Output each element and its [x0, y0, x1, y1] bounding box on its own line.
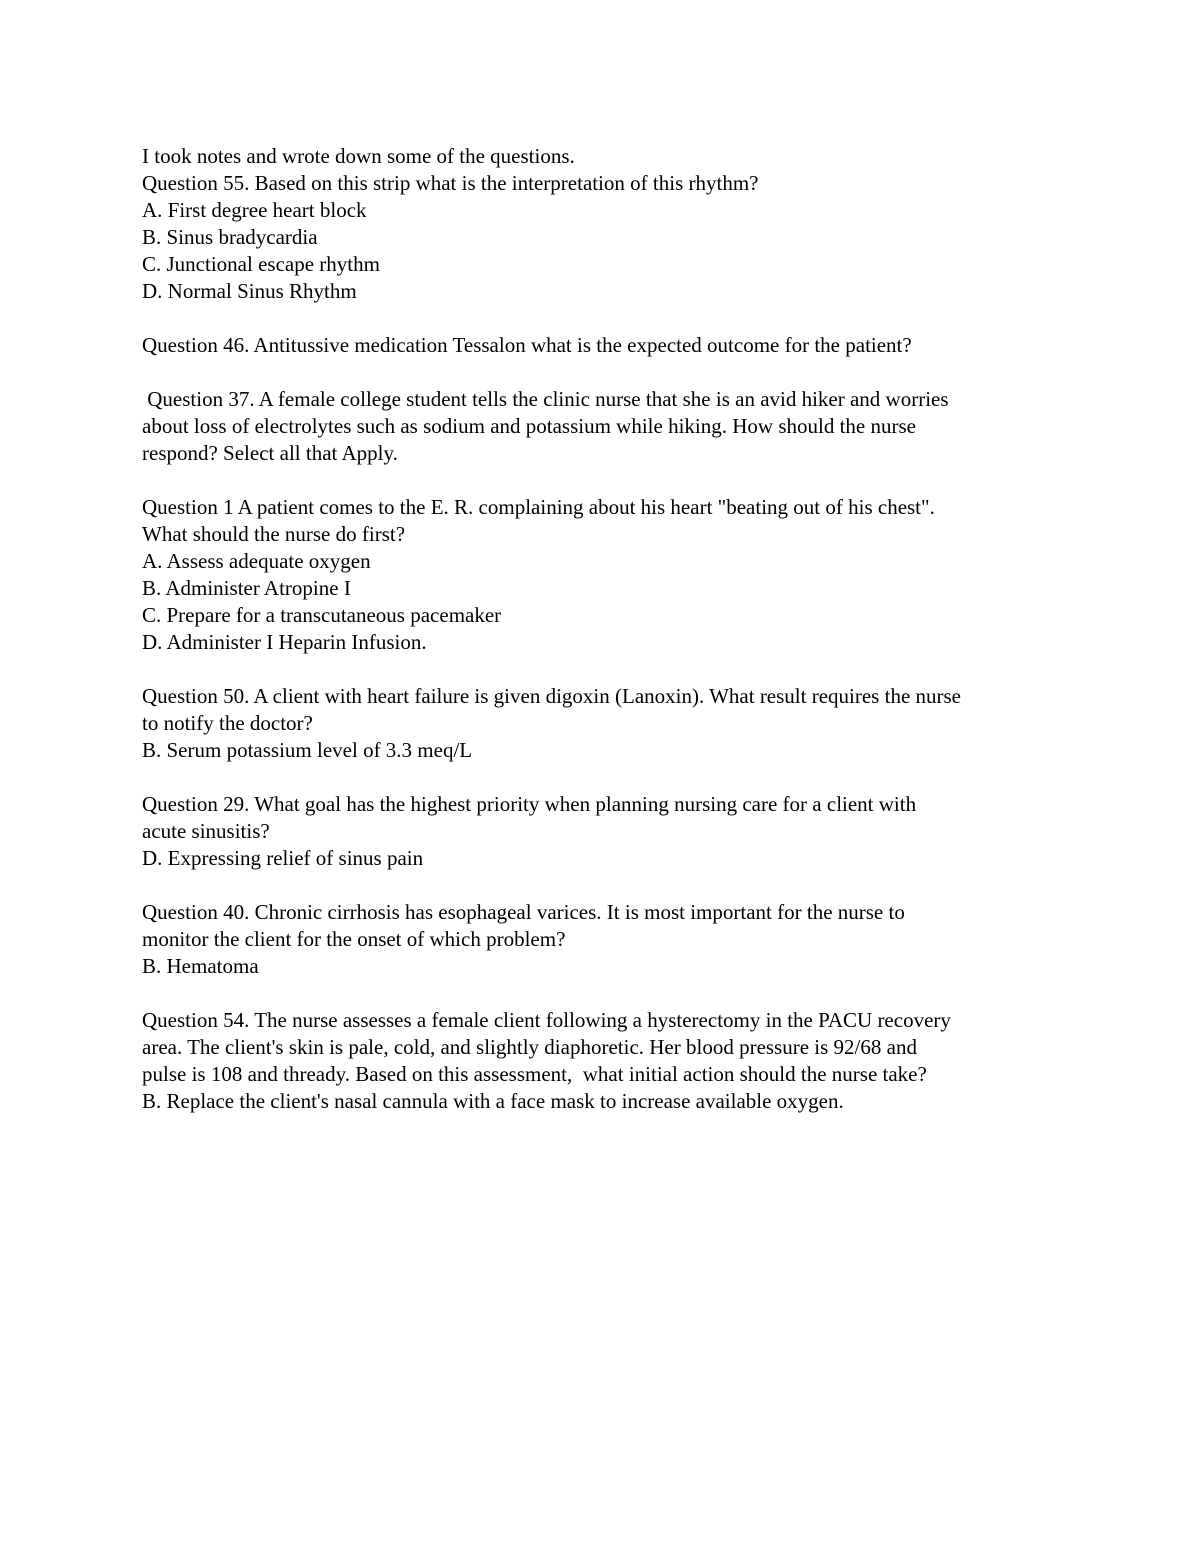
text-line: acute sinusitis? [142, 819, 270, 843]
text-line: pulse is 108 and thready. Based on this assessment, what initial action should the nurse take? [142, 1062, 927, 1086]
text-line: respond? Select all that Apply. [142, 441, 398, 465]
text-line: Question 1 A patient comes to the E. R. complaining about his heart "beating out of his chest". [142, 495, 935, 519]
blank-line [142, 467, 1072, 494]
blank-line [142, 305, 1072, 332]
text-line: monitor the client for the onset of which problem? [142, 927, 566, 951]
blank-line [142, 980, 1072, 1007]
text-line: Question 55. Based on this strip what is the interpretation of this rhythm? [142, 171, 759, 195]
text-line: Question 54. The nurse assesses a female client following a hysterectomy in the PACU recovery [142, 1008, 951, 1032]
text-line: Question 40. Chronic cirrhosis has esophageal varices. It is most important for the nurse to [142, 900, 905, 924]
text-line: C. Prepare for a transcutaneous pacemaker [142, 603, 502, 627]
text-line: B. Sinus bradycardia [142, 225, 318, 249]
blank-line [142, 656, 1072, 683]
text-line: about loss of electrolytes such as sodium and potassium while hiking. How should the nurse [142, 414, 916, 438]
blank-line [142, 359, 1072, 386]
text-line: Question 29. What goal has the highest priority when planning nursing care for a client with [142, 792, 917, 816]
blank-line [142, 872, 1072, 899]
blank-line [142, 764, 1072, 791]
text-line: B. Replace the client's nasal cannula with a face mask to increase available oxygen. [142, 1089, 844, 1113]
text-line: Question 46. Antitussive medication Tessalon what is the expected outcome for the patient? [142, 333, 912, 357]
text-line: A. First degree heart block [142, 198, 367, 222]
text-line: A. Assess adequate oxygen [142, 549, 371, 573]
document-body [142, 143, 1072, 1115]
text-line: B. Serum potassium level of 3.3 meq/L [142, 738, 473, 762]
text-line: B. Hematoma [142, 954, 259, 978]
text-line: What should the nurse do first? [142, 522, 406, 546]
text-line: Question 37. A female college student tells the clinic nurse that she is an avid hiker and worries [142, 387, 949, 411]
text-line: D. Administer I Heparin Infusion. [142, 630, 427, 654]
text-line: Question 50. A client with heart failure is given digoxin (Lanoxin). What result requires the nurse [142, 684, 961, 708]
text-line: area. The client's skin is pale, cold, and slightly diaphoretic. Her blood pressure is 92/68 and [142, 1035, 917, 1059]
text-line: I took notes and wrote down some of the questions. [142, 144, 575, 168]
text-line: B. Administer Atropine I [142, 576, 351, 600]
text-line: C. Junctional escape rhythm [142, 252, 380, 276]
text-line: D. Expressing relief of sinus pain [142, 846, 424, 870]
text-line: to notify the doctor? [142, 711, 313, 735]
text-line: D. Normal Sinus Rhythm [142, 279, 357, 303]
